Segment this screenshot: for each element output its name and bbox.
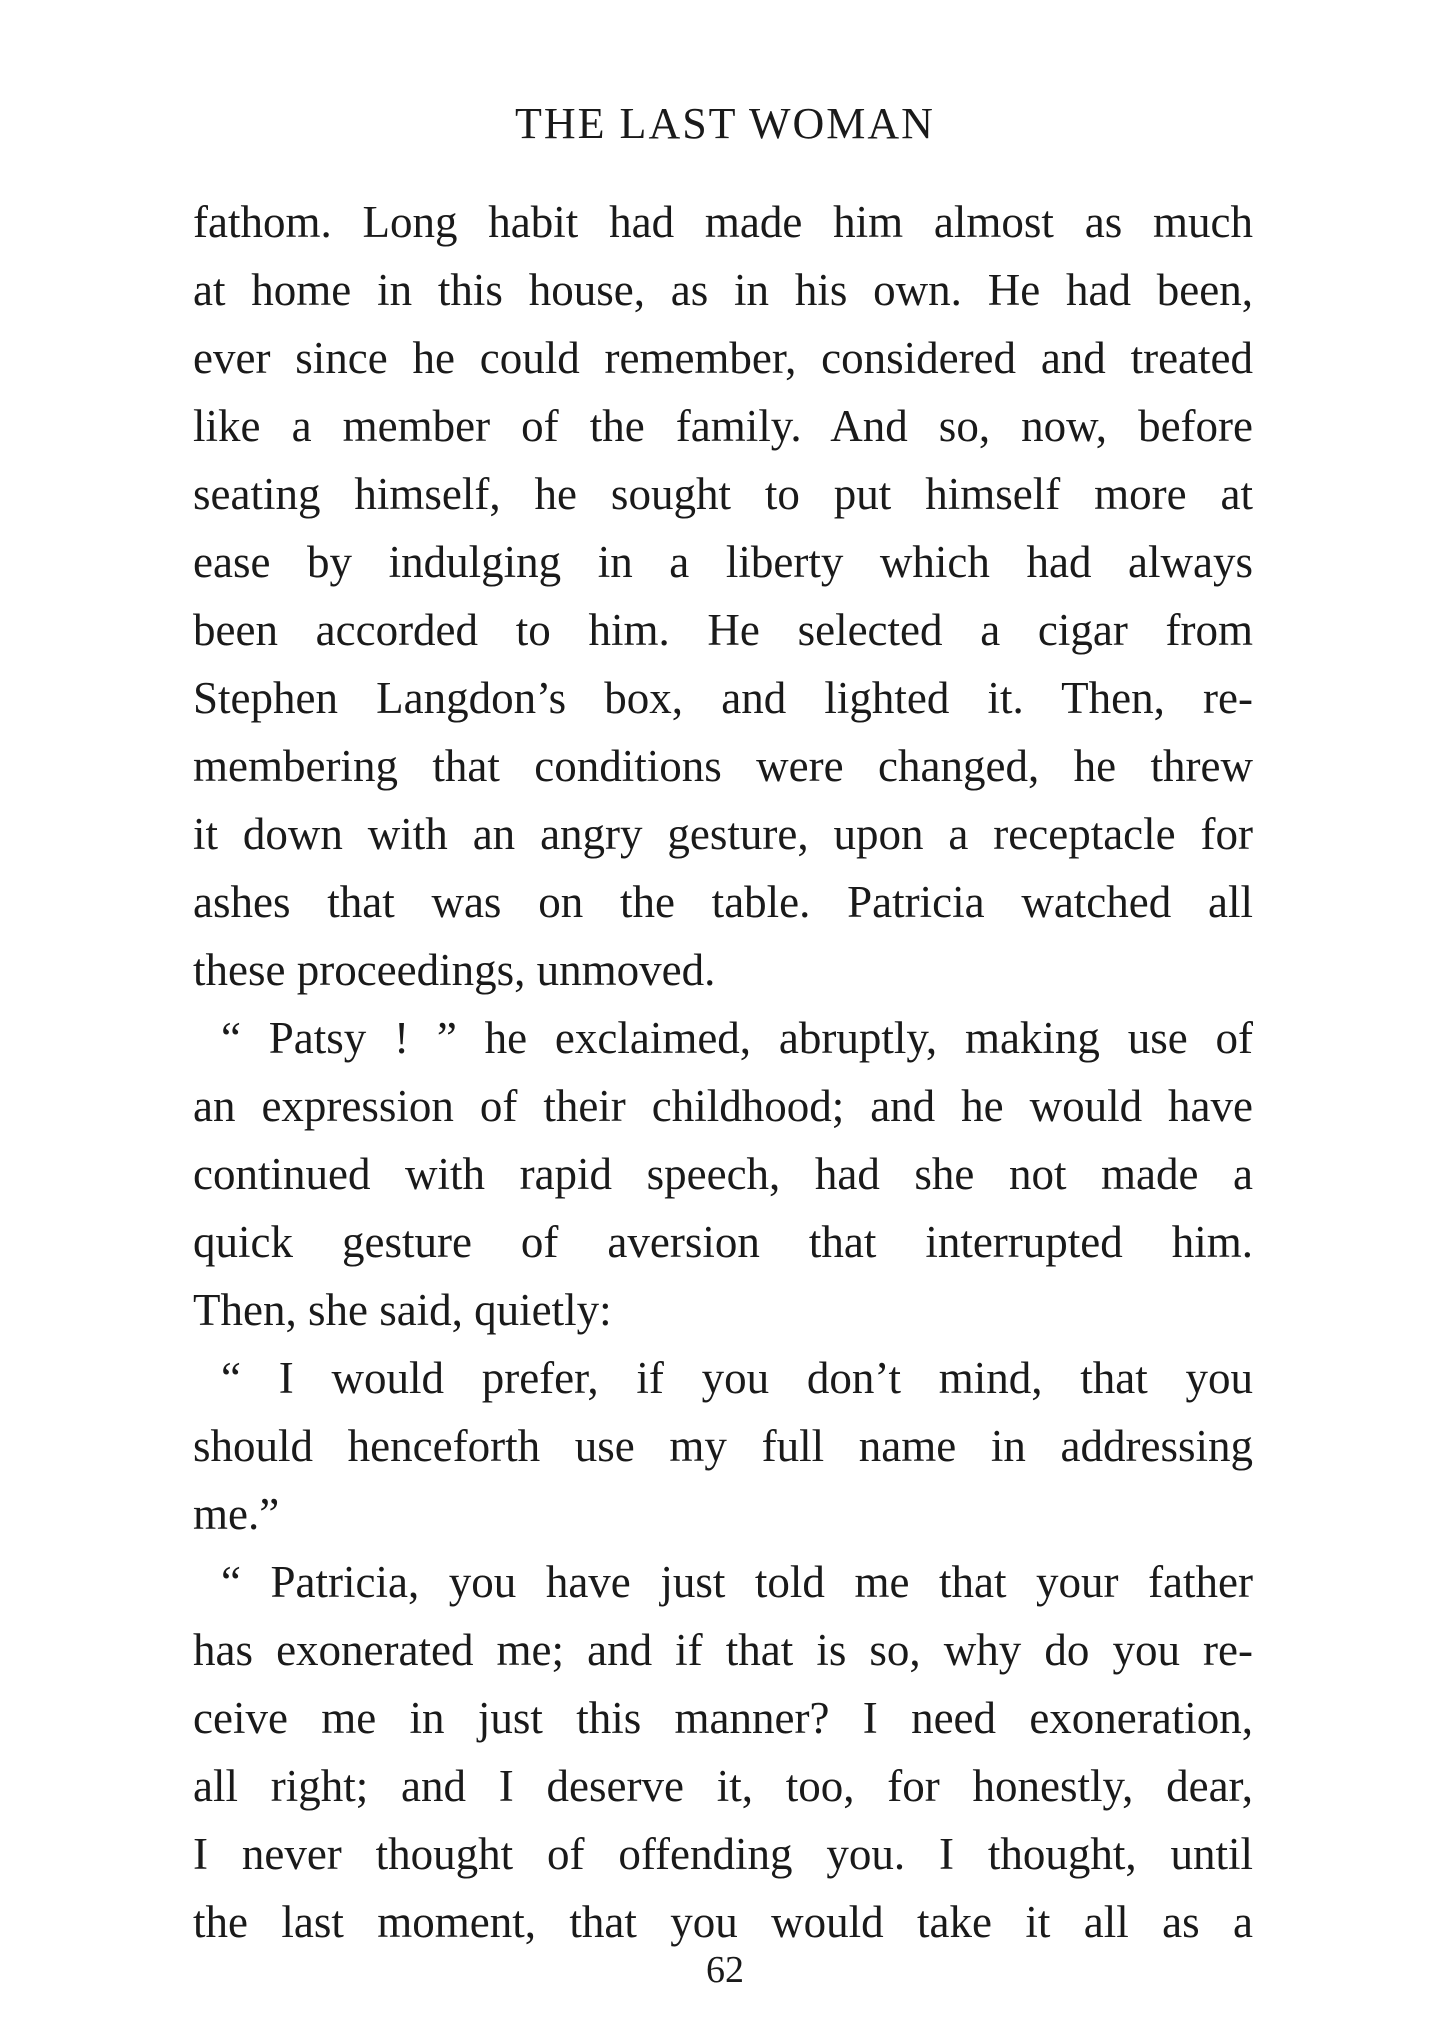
text-line: it down with an angry gesture, upon a receptacle for — [193, 809, 1253, 859]
text-line: ease by indulging in a liberty which had always — [193, 537, 1253, 587]
paragraph-end-line: these proceedings, unmoved. — [193, 945, 716, 995]
text-line: an expression of their childhood; and he would have — [193, 1081, 1253, 1131]
paragraph-start-line: “ Patricia, you have just told me that your father — [221, 1557, 1253, 1607]
running-title: THE LAST WOMAN — [515, 99, 935, 148]
text-line: fathom. Long habit had made him almost as much — [193, 197, 1253, 247]
body-text — [193, 188, 1253, 1956]
text-line: ceive me in just this manner? I need exoneration, — [193, 1693, 1253, 1743]
text-line: like a member of the family. And so, now, before — [193, 401, 1253, 451]
paragraph-start-line: “ I would prefer, if you don’t mind, that you — [221, 1353, 1253, 1403]
page-number: 62 — [706, 1949, 744, 1991]
text-line: quick gesture of aversion that interrupted him. — [193, 1217, 1253, 1267]
text-line: at home in this house, as in his own. He had been, — [193, 265, 1253, 315]
paragraph-end-line: Then, she said, quietly: — [193, 1285, 612, 1335]
text-line: seating himself, he sought to put himself more at — [193, 469, 1253, 519]
text-line: should henceforth use my full name in addressing — [193, 1421, 1253, 1471]
text-line: I never thought of offending you. I thought, until — [193, 1829, 1253, 1879]
text-line: been accorded to him. He selected a cigar from — [193, 605, 1253, 655]
text-line: ashes that was on the table. Patricia watched all — [193, 877, 1253, 927]
text-line: continued with rapid speech, had she not made a — [193, 1149, 1253, 1199]
text-line: all right; and I deserve it, too, for honestly, dear, — [193, 1761, 1253, 1811]
paragraph-start-line: “ Patsy ! ” he exclaimed, abruptly, making use of — [221, 1013, 1253, 1063]
text-line: the last moment, that you would take it all as a — [193, 1897, 1253, 1947]
text-line: Stephen Langdon’s box, and lighted it. Then, re- — [193, 673, 1253, 723]
text-line: ever since he could remember, considered and treated — [193, 333, 1253, 383]
text-line: has exonerated me; and if that is so, why do you re- — [193, 1625, 1253, 1675]
paragraph-end-line: me.” — [193, 1489, 280, 1539]
text-line: membering that conditions were changed, he threw — [193, 741, 1253, 791]
